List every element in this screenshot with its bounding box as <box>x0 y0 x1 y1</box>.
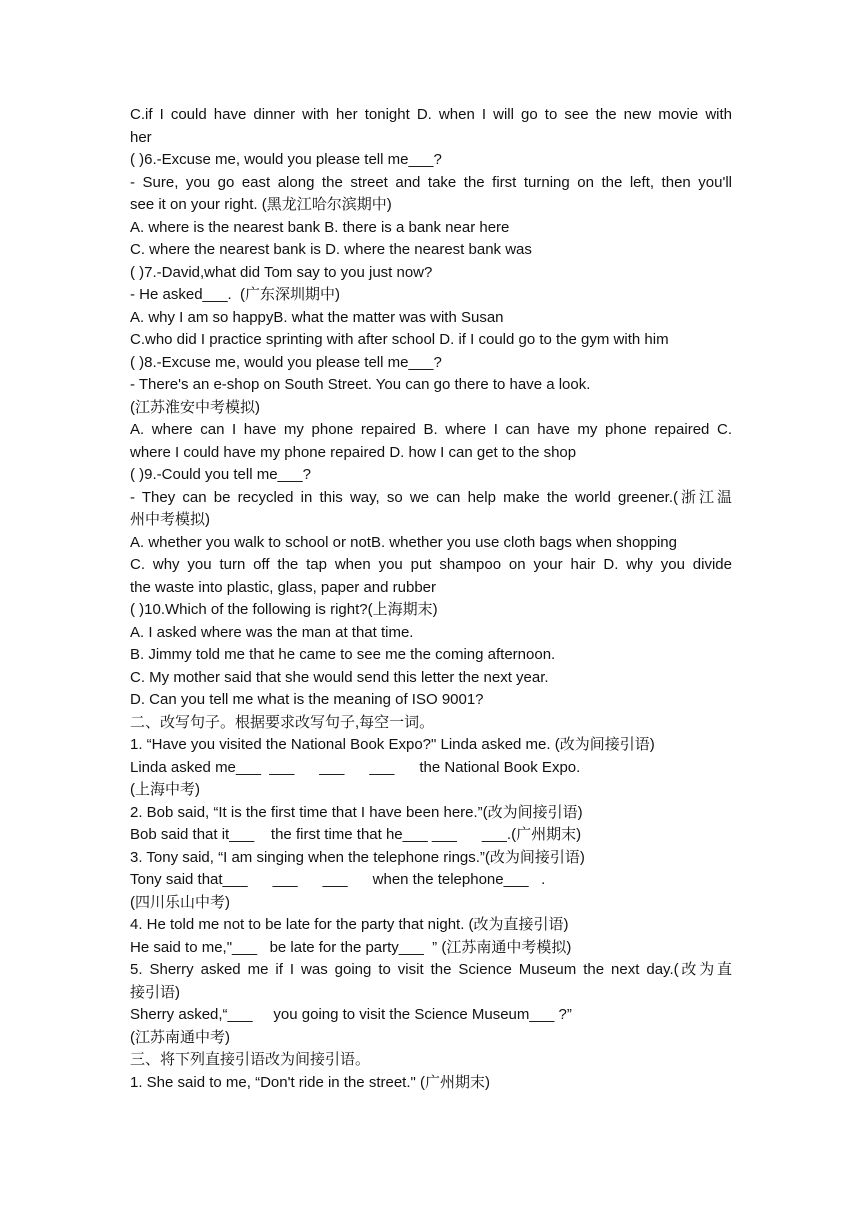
option-line: C.who did I practice sprinting with after school D. if I could go to the gym with him <box>130 331 669 348</box>
fill-blank-line: Linda asked me___ ___ ___ ___ the National Book Expo. <box>130 758 581 776</box>
question-6: ( )6.-Excuse me, would you please tell me___? <box>130 151 442 168</box>
option-line: A. I asked where was the man at that time. <box>130 623 414 641</box>
worksheet-text <box>130 104 732 1094</box>
question-9: ( )9.-Could you tell me___? <box>130 466 311 483</box>
rewrite-item-5: 5. Sherry asked me if I was going to visit the Science Museum the next day.(改为直 <box>130 961 732 978</box>
source-note: (江苏淮安中考模拟) <box>130 398 260 416</box>
fill-blank-line: He said to me,"___ be late for the party___ ” (江苏南通中考模拟) <box>130 938 572 956</box>
option-line: A. why I am so happyB. what the matter was with Susan <box>130 308 504 326</box>
fill-blank-line: Bob said that it___ the first time that he___ ___ ___.(广州期末) <box>130 826 582 843</box>
text-line: - Sure, you go east along the street and take the first turning on the left, then you'll <box>130 173 732 191</box>
rewrite-item-3: 3. Tony said, “I am singing when the telephone rings.”(改为间接引语) <box>130 848 585 866</box>
source-note: (四川乐山中考) <box>130 893 230 911</box>
fill-blank-line: Tony said that___ ___ ___ when the telephone___ . <box>130 871 546 888</box>
question-10: ( )10.Which of the following is right?(上海期末) <box>130 601 438 618</box>
question-7: ( )7.-David,what did Tom say to you just now? <box>130 263 433 281</box>
source-note: (江苏南通中考) <box>130 1028 230 1046</box>
option-line: the waste into plastic, glass, paper and rubber <box>130 578 437 596</box>
section-heading-3: 三、将下列直接引语改为间接引语。 <box>130 1051 371 1068</box>
text-line: - They can be recycled in this way, so we can help make the world greener.(浙江温 <box>130 488 732 506</box>
text-line: see it on your right. (黑龙江哈尔滨期中) <box>130 196 392 213</box>
question-8: ( )8.-Excuse me, would you please tell me___? <box>130 353 442 371</box>
text-line: C.if I could have dinner with her tonight D. when I will go to see the new movie with <box>130 106 732 123</box>
option-line: C. why you turn off the tap when you put shampoo on your hair D. why you divide <box>130 556 732 573</box>
convert-item-1: 1. She said to me, “Don't ride in the street." (广州期末) <box>130 1073 490 1091</box>
rewrite-item-2: 2. Bob said, “It is the first time that I have been here.”(改为间接引语) <box>130 803 583 821</box>
option-line: C. My mother said that she would send this letter the next year. <box>130 668 549 686</box>
text-line: - There's an e-shop on South Street. You can go there to have a look. <box>130 376 591 393</box>
source-note: (上海中考) <box>130 781 200 798</box>
option-line: A. where is the nearest bank B. there is a bank near here <box>130 218 510 236</box>
text-line: 接引语) <box>130 983 180 1001</box>
section-heading-2: 二、改写句子。根据要求改写句子,每空一词。 <box>130 713 435 731</box>
text-line: 州中考模拟) <box>130 511 210 528</box>
text-line: her <box>130 128 152 146</box>
option-line: D. Can you tell me what is the meaning of ISO 9001? <box>130 691 484 708</box>
rewrite-item-4: 4. He told me not to be late for the party that night. (改为直接引语) <box>130 916 569 933</box>
option-line: A. where can I have my phone repaired B. where I can have my phone repaired C. <box>130 421 732 438</box>
option-line: where I could have my phone repaired D. how I can get to the shop <box>130 443 577 461</box>
rewrite-item-1: 1. “Have you visited the National Book Expo?" Linda asked me. (改为间接引语) <box>130 736 655 753</box>
option-line: C. where the nearest bank is D. where the nearest bank was <box>130 241 532 258</box>
fill-blank-line: Sherry asked,“___ you going to visit the Science Museum___ ?” <box>130 1006 572 1023</box>
option-line: A. whether you walk to school or notB. whether you use cloth bags when shopping <box>130 533 677 551</box>
text-line: - He asked___. (广东深圳期中) <box>130 286 341 303</box>
option-line: B. Jimmy told me that he came to see me the coming afternoon. <box>130 646 556 663</box>
